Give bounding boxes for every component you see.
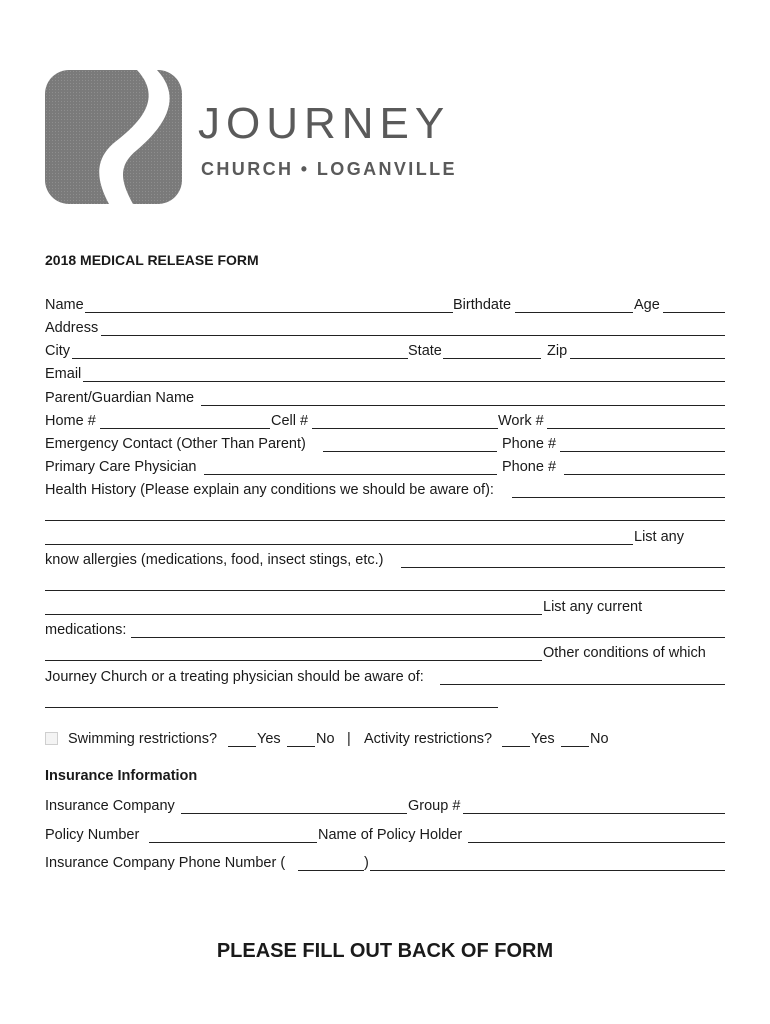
name-row — [45, 296, 725, 316]
other-conditions-row — [45, 668, 725, 688]
email-field[interactable] — [83, 381, 725, 382]
restrictions-checkbox[interactable] — [45, 732, 58, 745]
city-row — [45, 342, 725, 362]
physician-phone-field[interactable] — [564, 474, 725, 475]
work-phone-field[interactable] — [547, 428, 725, 429]
physician-row — [45, 458, 725, 478]
city-label: City — [45, 343, 70, 359]
allergies-row — [45, 551, 725, 571]
physician-phone-label: Phone # — [502, 459, 557, 475]
emergency-contact-field[interactable] — [323, 451, 497, 452]
group-number-field[interactable] — [463, 813, 725, 814]
journey-logo-mark — [45, 70, 182, 204]
insurance-section-title: Insurance Information — [45, 768, 198, 784]
email-label: Email — [45, 366, 82, 382]
group-label: Group # — [408, 798, 461, 814]
medications-label: medications: — [45, 622, 127, 638]
state-label: State — [408, 343, 442, 359]
restrictions-row — [45, 730, 725, 750]
medications-field[interactable] — [131, 637, 725, 638]
age-field[interactable] — [663, 312, 725, 313]
work-label: Work # — [498, 413, 544, 429]
name-label: Name — [45, 297, 84, 313]
other-conditions-field-2[interactable] — [45, 707, 498, 708]
activity-yes-label: Yes — [531, 731, 555, 747]
medications-row — [45, 621, 725, 641]
address-field[interactable] — [101, 335, 725, 336]
emergency-phone-label: Phone # — [502, 436, 557, 452]
birthdate-label: Birthdate — [453, 297, 512, 313]
policy-number-label: Policy Number — [45, 827, 140, 843]
policy-holder-label: Name of Policy Holder — [318, 827, 463, 843]
allergies-tail-label: List any — [634, 529, 684, 545]
home-label: Home # — [45, 413, 96, 429]
medications-tail-label: List any current — [543, 599, 643, 615]
physician-field[interactable] — [204, 474, 497, 475]
activity-label: Activity restrictions? — [364, 731, 493, 747]
swimming-yes-field[interactable] — [228, 746, 256, 747]
insurance-company-label: Insurance Company — [45, 798, 175, 814]
other-conditions-label: Journey Church or a treating physician should be aware of: — [45, 669, 424, 685]
brand-name: JOURNEY — [198, 99, 451, 148]
policy-number-field[interactable] — [149, 842, 317, 843]
swimming-no-field[interactable] — [287, 746, 315, 747]
allergies-field[interactable] — [401, 567, 725, 568]
form-title: 2018 MEDICAL RELEASE FORM — [45, 252, 259, 268]
allergies-label: know allergies (medications, food, insect stings, etc.) — [45, 552, 384, 568]
health-history-row — [45, 481, 725, 501]
health-history-line-2 — [45, 504, 725, 524]
emergency-phone-field[interactable] — [560, 451, 725, 452]
insurance-phone-area-code-field[interactable] — [298, 870, 364, 871]
health-history-field-3[interactable] — [45, 544, 633, 545]
age-label: Age — [634, 297, 660, 313]
activity-yes-field[interactable] — [502, 746, 530, 747]
insurance-phone-row — [45, 854, 725, 874]
insurance-phone-label: Insurance Company Phone Number ( — [45, 855, 286, 871]
guardian-label: Parent/Guardian Name — [45, 390, 195, 406]
zip-field[interactable] — [570, 358, 725, 359]
allergies-line-2 — [45, 574, 725, 594]
city-field[interactable] — [72, 358, 408, 359]
insurance-phone-close: ) — [364, 855, 369, 871]
insurance-company-field[interactable] — [181, 813, 407, 814]
physician-label: Primary Care Physician — [45, 459, 197, 475]
health-history-field-2[interactable] — [45, 520, 725, 521]
cell-phone-field[interactable] — [312, 428, 498, 429]
policy-holder-field[interactable] — [468, 842, 725, 843]
address-label: Address — [45, 320, 99, 336]
other-conditions-tail-label: Other conditions of which — [543, 645, 706, 661]
guardian-row — [45, 389, 725, 409]
brand-subtitle: CHURCH • LOGANVILLE — [201, 159, 457, 179]
swimming-label: Swimming restrictions? — [68, 731, 218, 747]
cell-label: Cell # — [271, 413, 309, 429]
birthdate-field[interactable] — [515, 312, 633, 313]
email-row — [45, 365, 725, 385]
policy-row — [45, 826, 725, 846]
health-history-line-3 — [45, 528, 725, 548]
insurance-company-row — [45, 797, 725, 817]
zip-label: Zip — [547, 343, 568, 359]
allergies-field-2[interactable] — [45, 590, 725, 591]
phones-row — [45, 412, 725, 432]
health-history-field[interactable] — [512, 497, 725, 498]
medications-field-2[interactable] — [45, 660, 542, 661]
health-history-label: Health History (Please explain any conditions we should be aware of): — [45, 482, 494, 498]
restrictions-separator: | — [347, 731, 351, 747]
other-conditions-field[interactable] — [440, 684, 725, 685]
emergency-label: Emergency Contact (Other Than Parent) — [45, 436, 306, 452]
swimming-no-label: No — [316, 731, 335, 747]
name-field[interactable] — [85, 312, 453, 313]
state-field[interactable] — [443, 358, 541, 359]
activity-no-field[interactable] — [561, 746, 589, 747]
allergies-field-3[interactable] — [45, 614, 542, 615]
fill-back-notice: PLEASE FILL OUT BACK OF FORM — [216, 940, 554, 962]
swimming-yes-label: Yes — [257, 731, 281, 747]
home-phone-field[interactable] — [100, 428, 270, 429]
other-conditions-line-2 — [45, 691, 725, 711]
insurance-phone-field[interactable] — [370, 870, 725, 871]
address-row — [45, 319, 725, 339]
allergies-line-3 — [45, 598, 725, 618]
emergency-row — [45, 435, 725, 455]
activity-no-label: No — [590, 731, 609, 747]
guardian-field[interactable] — [201, 405, 725, 406]
medications-line-2 — [45, 644, 725, 664]
